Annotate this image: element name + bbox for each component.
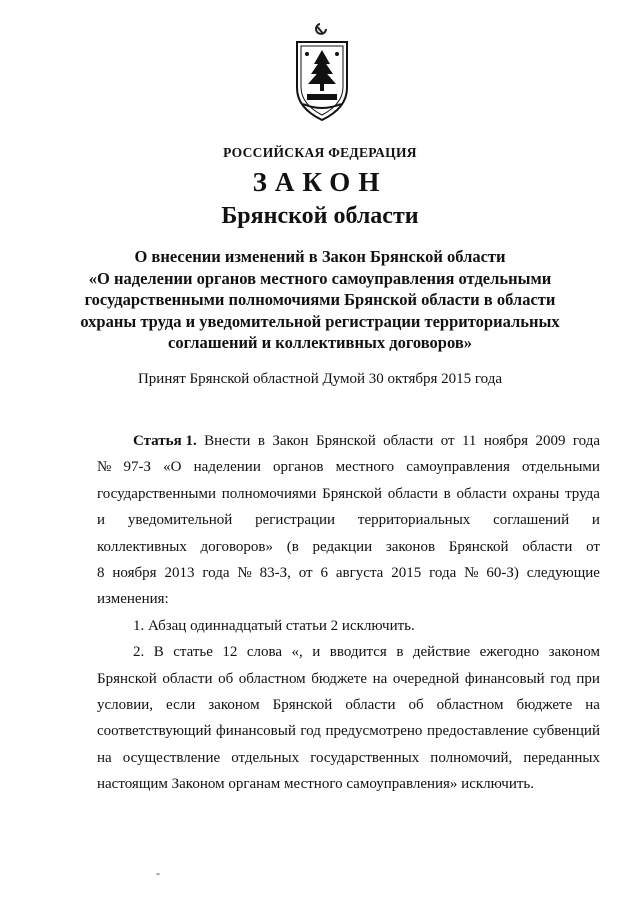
word: охраны <box>512 485 560 502</box>
word: Брянской <box>315 433 376 449</box>
word: № <box>237 565 252 582</box>
word: труда <box>565 485 600 502</box>
word: 2015 <box>391 565 422 582</box>
word: вводится <box>329 644 387 661</box>
word: года <box>429 565 457 582</box>
text-line <box>97 718 600 744</box>
word: на <box>585 697 600 714</box>
word: в <box>396 644 404 661</box>
word: законом <box>548 644 600 661</box>
word: редакции <box>312 538 373 555</box>
word: в <box>257 433 265 449</box>
word: полномочий, <box>430 749 513 766</box>
word: «, <box>291 644 303 661</box>
word: и <box>97 512 106 529</box>
word: «О <box>163 459 182 476</box>
article-label: Статья 1. <box>133 433 197 449</box>
word: (в <box>286 538 299 555</box>
region-heading: Брянской области <box>221 203 419 229</box>
word: области <box>162 670 213 687</box>
word: год <box>550 670 571 687</box>
text-line-content: изменения: <box>97 591 169 608</box>
word: коллективных <box>97 538 187 555</box>
word: при <box>576 670 600 687</box>
word: об <box>408 697 424 714</box>
text-line <box>97 481 600 507</box>
word: ежегодно <box>479 644 540 661</box>
article-first-line <box>97 428 600 454</box>
word: финансовый <box>464 670 545 687</box>
text-line-content: настоящим Законом органам местного самоуправления» исключить. <box>97 776 534 793</box>
word: от <box>440 433 455 449</box>
word: августа <box>335 565 384 582</box>
word: 83-З, <box>259 565 291 582</box>
word: Закон <box>272 433 309 449</box>
word: местного <box>335 459 395 476</box>
word: области <box>387 485 438 502</box>
word: области <box>456 485 507 502</box>
word: года <box>202 565 230 582</box>
word: бюджете <box>516 697 573 714</box>
adoption-note: Принят Брянской областной Думой 30 октября 2015 года <box>137 371 503 387</box>
word: от <box>586 538 600 555</box>
word: на <box>97 749 112 766</box>
word: отдельных <box>231 749 300 766</box>
word: самоуправления <box>406 459 510 476</box>
word: бюджете <box>311 670 367 687</box>
word: в <box>443 485 451 502</box>
text-line <box>97 534 600 560</box>
word: государственных <box>310 749 420 766</box>
law-body <box>97 428 600 798</box>
word: на <box>372 670 388 687</box>
word: соглашений <box>493 512 570 529</box>
text-line <box>97 586 600 612</box>
word: и <box>591 512 600 529</box>
word: 2009 <box>535 433 566 449</box>
word: субвенций <box>532 723 600 740</box>
word: органов <box>273 459 324 476</box>
word: финансовый <box>216 723 296 740</box>
word: законом <box>208 697 260 714</box>
word: 2. <box>133 644 145 661</box>
text-line <box>97 560 600 586</box>
word: год <box>300 723 321 740</box>
word: 97-З <box>123 459 151 476</box>
word: Брянской <box>272 697 333 714</box>
word: следующие <box>526 565 600 582</box>
word: 60-З) <box>486 565 519 582</box>
text-line <box>97 666 600 692</box>
word: об <box>218 670 234 687</box>
word: переданных <box>523 749 600 766</box>
law-title-line: О внесении изменений в Закон Брянской области <box>134 247 506 266</box>
word: ноября <box>112 565 157 582</box>
text-line <box>97 507 600 533</box>
law-title-line: «О наделении органов местного самоуправления отдельными <box>88 268 552 288</box>
word: если <box>166 697 196 714</box>
word: Брянской <box>448 538 509 555</box>
item-2-first-line <box>97 639 600 665</box>
text-line <box>97 692 600 718</box>
text-line <box>97 745 600 771</box>
word: ноября <box>483 433 529 449</box>
word: полномочиями <box>221 485 317 502</box>
hammer-sickle-icon <box>315 23 327 35</box>
word: очередной <box>392 670 460 687</box>
word: 11 <box>461 433 477 449</box>
word: и <box>312 644 321 661</box>
law-title-line: государственными полномочиями Брянской области в области <box>84 290 556 309</box>
law-title-line: охраны труда и уведомительной регистрации территориальных <box>80 311 560 331</box>
word: государственными <box>97 485 216 502</box>
word: предоставление <box>426 723 529 740</box>
bryansk-coat-of-arms-emblem <box>293 20 351 124</box>
word: осуществление <box>122 749 221 766</box>
word: наделении <box>193 459 261 476</box>
word: слова <box>246 644 283 661</box>
federation-heading: РОССИЙСКАЯ ФЕДЕРАЦИЯ <box>223 145 417 160</box>
word: области <box>383 433 434 449</box>
item-1-text: 1. Абзац одиннадцатый статьи 2 исключить. <box>133 617 415 634</box>
word: № <box>464 565 479 582</box>
word: статье <box>173 644 213 661</box>
text-line <box>97 454 600 480</box>
word: 12 <box>222 644 238 661</box>
word: 6 <box>320 565 328 582</box>
word: № <box>97 459 112 476</box>
word: уведомительной <box>127 512 233 529</box>
word: Брянской <box>322 485 382 502</box>
word: Внести <box>204 433 251 449</box>
law-title <box>0 246 640 354</box>
word: областном <box>436 697 504 714</box>
law-title-line: соглашений и коллективных договоров» <box>168 333 472 352</box>
word: областном <box>238 670 306 687</box>
word: действие <box>412 644 471 661</box>
word: от <box>298 565 313 582</box>
word: В <box>153 644 164 661</box>
word: территориальных <box>357 512 471 529</box>
word: условии, <box>97 697 154 714</box>
word: Брянской <box>97 670 157 687</box>
word: года <box>572 433 600 449</box>
word: соответствующий <box>97 723 212 740</box>
word: 2013 <box>164 565 195 582</box>
word: области <box>522 538 573 555</box>
word: регистрации <box>255 512 336 529</box>
item-1 <box>97 613 600 639</box>
word: предусмотрено <box>325 723 423 740</box>
text-line <box>97 771 600 797</box>
footer-mark: - <box>156 866 160 880</box>
word: отдельными <box>522 459 600 476</box>
word: законов <box>385 538 436 555</box>
law-heading: ЗАКОН <box>252 167 388 197</box>
word: области <box>345 697 396 714</box>
word: 8 <box>97 565 105 582</box>
word: договоров» <box>200 538 274 555</box>
